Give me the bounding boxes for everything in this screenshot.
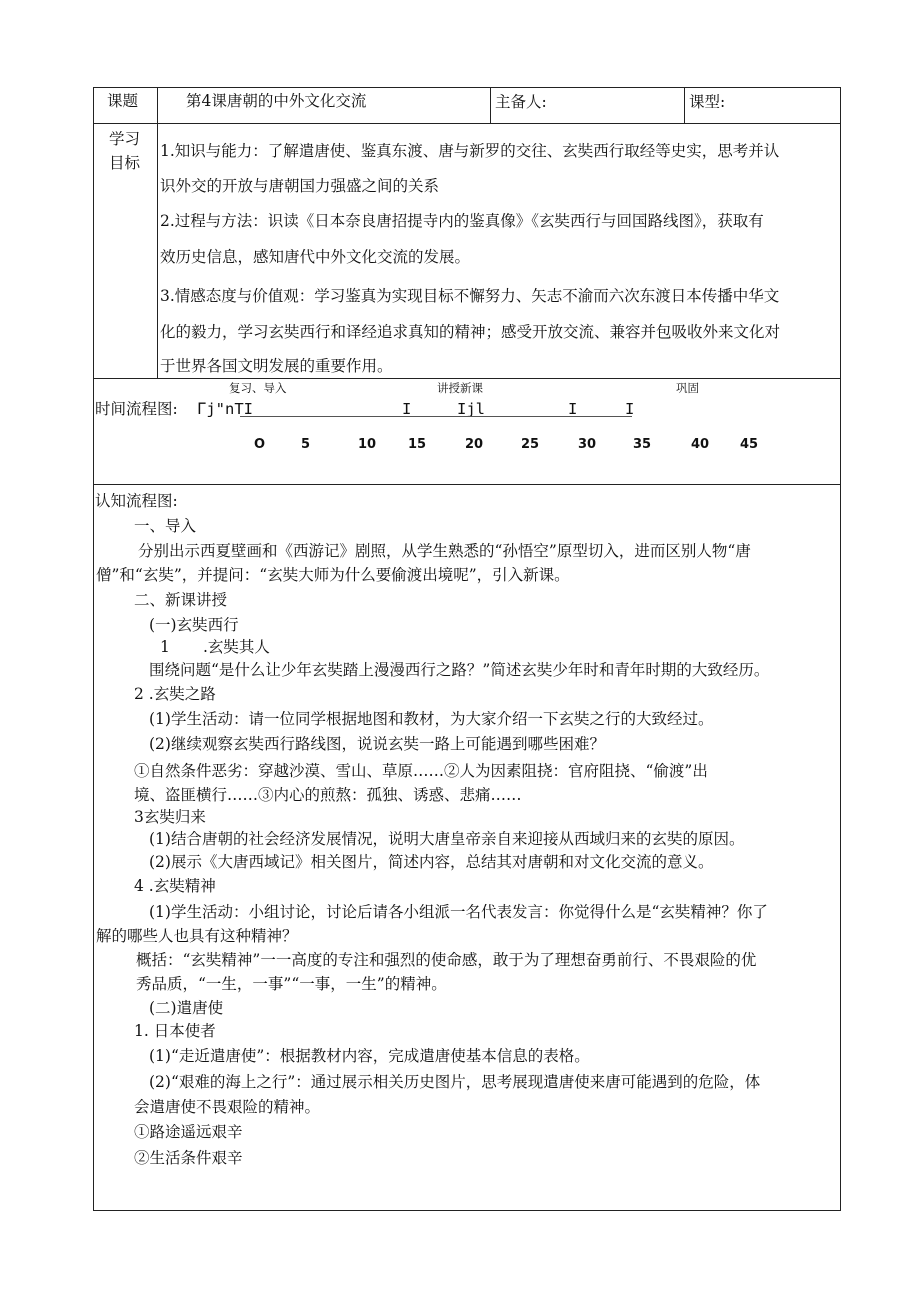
- timeline-tick: 20: [465, 437, 484, 452]
- row-divider: [93, 484, 841, 485]
- timeline-tick: 45: [740, 437, 759, 452]
- timeline-tick: 5: [301, 437, 311, 452]
- lesson-type-label: 课型:: [689, 93, 726, 111]
- goal-values-line2: 化的毅力，学习玄奘西行和译经追求真知的精神；感受开放交流、兼容并包吸收外来文化对: [160, 323, 781, 341]
- envoys-hardship-1: ①路途遥远艰辛: [134, 1123, 243, 1141]
- section-new-lesson-heading: 二、新课讲授: [134, 591, 228, 609]
- timeline-tick: 10: [358, 437, 377, 452]
- road-activity-2: (2)继续观察玄奘西行路线图，说说玄奘一路上可能遇到哪些困难？: [149, 735, 605, 753]
- goal-process-line1: 2.过程与方法：识读《日本奈良唐招提寺内的鉴真像》《玄奘西行与回国路线图》，获取有: [160, 212, 764, 230]
- topic-label: 课题: [107, 92, 139, 110]
- return-point-2: (2)展示《大唐西域记》相关图片，简述内容，总结其对唐朝和对文化交流的意义。: [149, 853, 714, 871]
- intro-paragraph-line1: 分别出示西夏壁画和《西游记》剧照，从学生熟悉的“孙悟空”原型切入，进而区别人物“唐: [138, 542, 751, 560]
- item-xuanzang-spirit: 4 .玄奘精神: [134, 877, 216, 895]
- cognition-title: 认知流程图:: [95, 492, 178, 510]
- timeline-label: 时间流程图:: [95, 400, 178, 418]
- goals-label-line1: 学习: [109, 130, 141, 148]
- item-xuanzang-road: 2 .玄奘之路: [134, 685, 216, 703]
- spirit-summary-line1: 概括：“玄奘精神”一一高度的专注和强烈的使命感，敢于为了理想奋勇前行、不畏艰险的优: [136, 951, 757, 969]
- envoys-activity-2-line1: (2)“艰难的海上之行”：通过展示相关历史图片，思考展现遣唐使来唐可能遇到的危险，体: [149, 1073, 761, 1091]
- road-activity-1: (1)学生活动：请一位同学根据地图和教材，为大家介绍一下玄奘之行的大致经过。: [149, 710, 714, 728]
- topic-value: 第4课唐朝的中外文化交流: [186, 92, 367, 110]
- spirit-activity-line1: (1)学生活动：小组讨论，讨论后请各小组派一名代表发言：你觉得什么是“玄奘精神？你了: [149, 903, 768, 921]
- timeline-tick: 25: [521, 437, 540, 452]
- item-japanese-envoys: 1. 日本使者: [134, 1022, 216, 1040]
- goal-knowledge-line2: 识外交的开放与唐朝国力强盛之间的关系: [160, 177, 440, 195]
- goal-process-line2: 效历史信息，感知唐代中外文化交流的发展。: [160, 248, 471, 266]
- envoys-activity-2-line2: 会遣唐使不畏艰险的精神。: [134, 1098, 321, 1116]
- timeline-segment-new-lesson: 讲授新课: [437, 381, 483, 395]
- envoys-activity-1: (1)“走近遣唐使”：根据教材内容，完成遣唐使基本信息的表格。: [149, 1047, 590, 1065]
- row-divider: [93, 123, 841, 124]
- timeline-tick: 30: [578, 437, 597, 452]
- timeline-segment-review: 复习、导入: [229, 381, 287, 395]
- timeline-marker: Ijl: [457, 400, 485, 418]
- envoys-hardship-2: ②生活条件艰辛: [134, 1149, 243, 1167]
- road-difficulties-line1: ①自然条件恶劣：穿越沙漠、雪山、草原……②人为因素阻挠：官府阻挠、“偷渡”出: [134, 762, 708, 780]
- author-label: 主备人:: [495, 93, 547, 111]
- subsection-xuanzang: (一)玄奘西行: [149, 616, 239, 634]
- item-xuanzang-return: 3玄奘归来: [134, 808, 206, 826]
- timeline-marker: I: [402, 400, 412, 418]
- timeline-tick: 35: [633, 437, 652, 452]
- timeline-garble: Γj"nTI: [197, 400, 253, 418]
- xuanzang-person-paragraph: 围绕问题“是什么让少年玄奘踏上漫漫西行之路？”简述玄奘少年时和青年时期的大致经历。: [149, 661, 770, 679]
- goal-values-line3: 于世界各国文明发展的重要作用。: [160, 357, 393, 375]
- spirit-activity-line2: 解的哪些人也具有这种精神？: [96, 927, 298, 945]
- timeline-axis: [240, 416, 632, 417]
- goal-knowledge-line1: 1.知识与能力：了解遣唐使、鉴真东渡、唐与新罗的交往、玄奘西行取经等史实，思考并认: [160, 142, 780, 160]
- section-intro-heading: 一、导入: [134, 517, 197, 535]
- col-divider: [684, 87, 685, 123]
- timeline-tick: O: [254, 437, 266, 452]
- item-number: 1: [160, 638, 170, 656]
- subsection-envoys: (二)遣唐使: [149, 999, 224, 1017]
- goals-label-line2: 目标: [109, 154, 141, 172]
- timeline-tick: 40: [691, 437, 710, 452]
- road-difficulties-line2: 境、盗匪横行……③内心的煎熬：孤独、诱惑、悲痛……: [134, 786, 522, 804]
- col-divider: [490, 87, 491, 123]
- return-point-1: (1)结合唐朝的社会经济发展情况，说明大唐皇帝亲自来迎接从西域归来的玄奘的原因。: [149, 830, 745, 848]
- timeline-marker: I: [625, 400, 635, 418]
- spirit-summary-line2: 秀品质，“一生，一事”“一事，一生”的精神。: [136, 975, 447, 993]
- timeline-marker: I: [568, 400, 578, 418]
- intro-paragraph-line2: 僧”和“玄奘”，并提问：“玄奘大师为什么要偷渡出境呢”，引入新课。: [96, 566, 570, 584]
- row-divider: [93, 378, 841, 379]
- col-divider: [157, 87, 158, 378]
- timeline-segment-consolidate: 巩固: [676, 381, 699, 395]
- item-xuanzang-person: .玄奘其人: [203, 638, 270, 656]
- timeline-tick: 15: [408, 437, 427, 452]
- goal-values-line1: 3.情感态度与价值观：学习鉴真为实现目标不懈努力、矢志不渝而六次东渡日本传播中华文: [160, 287, 780, 305]
